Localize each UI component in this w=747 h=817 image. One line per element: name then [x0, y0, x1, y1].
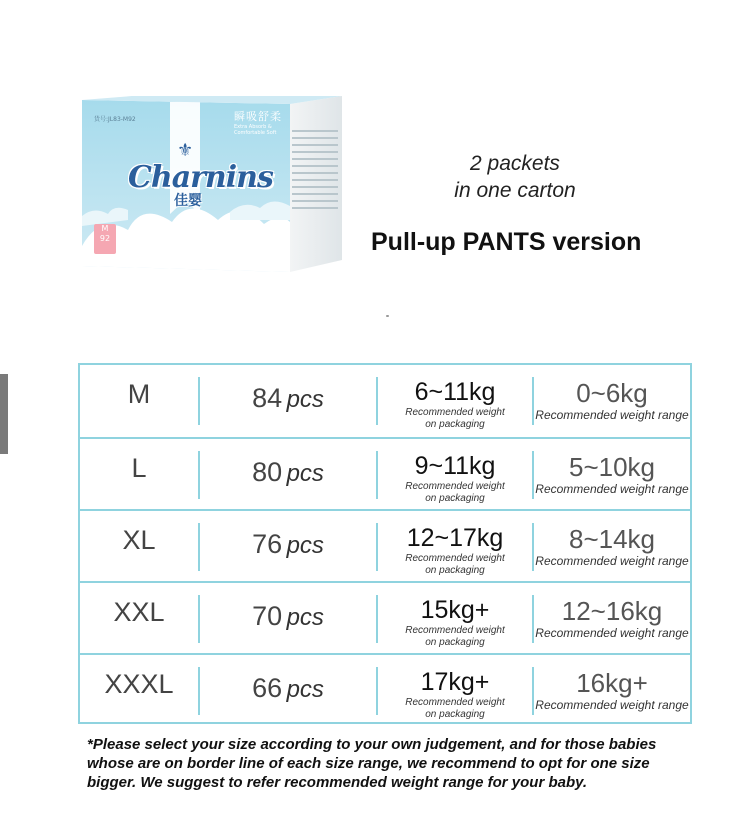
count-value: 80: [252, 457, 283, 487]
packaging-weight: [378, 523, 532, 577]
packaging-weight-note: Recommended weight on packaging: [405, 625, 505, 648]
packaging-weight-note: Recommended weight on packaging: [405, 697, 505, 720]
recommended-range: [534, 597, 690, 641]
range-weight-note: Recommended weight range: [535, 554, 689, 568]
table-row: [80, 509, 690, 583]
packaging-weight-value: 15kg+: [420, 596, 490, 624]
count-value: 70: [252, 601, 283, 631]
size-badge: [94, 224, 116, 254]
packaging-weight: [378, 667, 532, 721]
pcs-unit: pcs: [286, 676, 324, 703]
size-footnote: *Please select your size according to your own judgement, and for those babies whose are on border line of each size range, we recommend to opt for one size bigger. We suggest to refer recommended weight range for your baby.: [87, 736, 657, 791]
version-title: Pull-up PANTS version: [371, 228, 642, 256]
recommended-range: [534, 453, 690, 497]
piece-count: [200, 601, 376, 632]
recommended-range: [534, 525, 690, 569]
table-row: [80, 581, 690, 655]
packaging-weight: [378, 377, 532, 431]
packaging-weight-note: Recommended weight on packaging: [405, 553, 505, 576]
range-weight-note: Recommended weight range: [535, 698, 689, 712]
product-slogan-cn: 瞬吸舒柔: [234, 110, 282, 123]
svg-text:⚜: ⚜: [177, 140, 194, 161]
pcs-unit: pcs: [286, 532, 324, 559]
range-weight-note: Recommended weight range: [535, 626, 689, 640]
brand-logo-cn: 佳婴: [174, 193, 202, 209]
packaging-weight-value: 12~17kg: [406, 524, 504, 552]
product-code: 货号:JL83-M92: [94, 116, 136, 123]
caption-carton: in one carton: [454, 179, 576, 202]
range-weight-note: Recommended weight range: [535, 408, 689, 422]
product-slogan-en: Extra Absorb & Comfortable Soft: [234, 124, 277, 136]
pcs-unit: pcs: [286, 604, 324, 631]
range-weight-value: 12~16kg: [561, 596, 663, 626]
count-value: 84: [252, 383, 283, 413]
packaging-weight-value: 9~11kg: [414, 452, 496, 480]
range-weight-value: 5~10kg: [568, 452, 656, 482]
range-weight-value: 0~6kg: [576, 378, 648, 408]
size-label: XXL: [113, 597, 165, 627]
packaging-weight: [378, 451, 532, 505]
caption-packets: 2 packets: [470, 152, 560, 175]
pcs-unit: pcs: [286, 460, 324, 487]
size-label: XXXL: [104, 669, 174, 699]
range-weight-note: Recommended weight range: [535, 482, 689, 496]
count-value: 76: [252, 529, 283, 559]
size-table: [78, 363, 692, 724]
packaging-weight-value: 17kg+: [420, 668, 490, 696]
decorative-dot: [386, 315, 389, 317]
packaging-weight-note: Recommended weight on packaging: [405, 407, 505, 430]
range-weight-value: 8~14kg: [568, 524, 656, 554]
size-label: XL: [122, 525, 156, 555]
badge-size: M: [101, 224, 109, 233]
packaging-weight-value: 6~11kg: [414, 378, 496, 406]
recommended-range: [534, 379, 690, 423]
table-row: [80, 653, 690, 727]
piece-count: [200, 673, 376, 704]
table-row: [80, 365, 690, 437]
count-value: 66: [252, 673, 283, 703]
packaging-weight: [378, 595, 532, 649]
left-edge-tab: [0, 374, 8, 454]
size-label: L: [131, 453, 147, 483]
table-row: [80, 437, 690, 511]
product-box-image: [80, 96, 344, 274]
pcs-unit: pcs: [286, 386, 324, 413]
piece-count: [200, 383, 376, 414]
packaging-weight-note: Recommended weight on packaging: [405, 481, 505, 504]
piece-count: [200, 457, 376, 488]
range-weight-value: 16kg+: [576, 668, 648, 698]
recommended-range: [534, 669, 690, 713]
side-panel-text: [292, 130, 338, 214]
piece-count: [200, 529, 376, 560]
brand-logo: Charnins: [128, 160, 273, 195]
badge-count: 92: [99, 234, 111, 243]
size-label: M: [127, 379, 151, 409]
